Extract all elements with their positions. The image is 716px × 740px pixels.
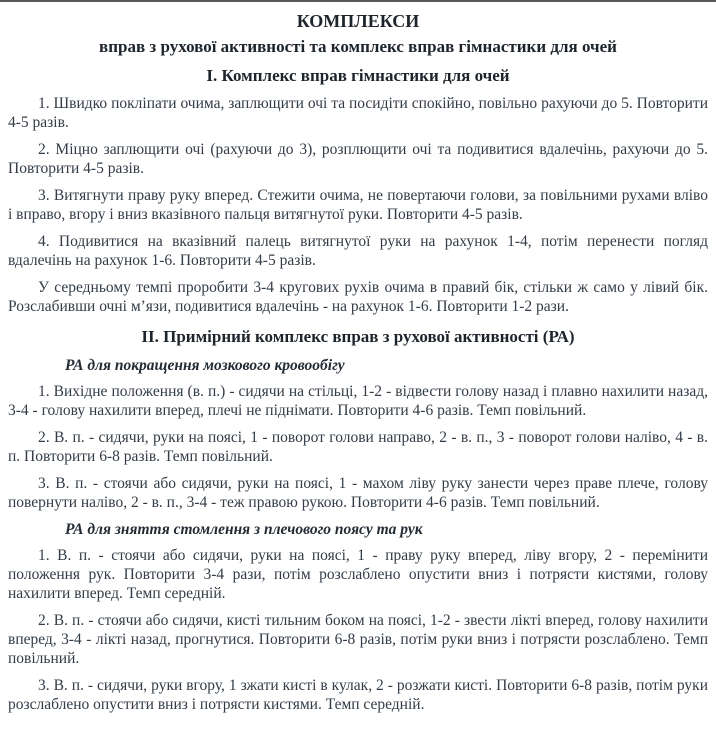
paragraph: 3. В. п. - сидячи, руки вгору, 1 зжати кисті в кулак, 2 - розжати кисті. Повторити 6-8 разів, потім руки розслаблено опустити вниз і потрясти кистями. Темп середній. xyxy=(8,677,708,713)
paragraph: 2. В. п. - стоячи або сидячи, кисті тильним боком на поясі, 1-2 - звести лікті вперед, голову нахилити вперед, 3-4 - лікті назад, прогнутися. Повторити 6-8 разів, потім руки вниз і потрясти розслаблено. Темп повільний. xyxy=(8,612,708,667)
section-i-heading: I. Комплекс вправ гімнастики для очей xyxy=(206,66,510,85)
doc-title: КОМПЛЕКСИ xyxy=(296,11,420,31)
doc-subtitle: вправ з рухової активності та комплекс вправ гімнастики для очей xyxy=(99,37,617,56)
paragraph: 3. Витягнути праву руку вперед. Стежити очима, не повертаючи голови, за повільними рухами вліво і вправо, вгору і вниз вказівного пальця витягнутої руки. Повторити 4-5 разів. xyxy=(8,187,708,223)
paragraph: 1. Вихідне положення (в. п.) - сидячи на стільці, 1-2 - відвести голову назад і плавно нахилити назад, 3-4 - голову нахилити вперед, плечі не піднімати. Повторити 4-6 разів. Темп повільний. xyxy=(8,383,708,419)
subsection-heading-shoulder-fatigue: РА для зняття стомлення з плечового поясу та рук xyxy=(65,521,423,538)
paragraph: 1. Швидко покліпати очима, заплющити очі та посидіти спокійно, повільно рахуючи до 5. Повторити 4-5 разів. xyxy=(8,95,708,131)
subsection-heading-brain-circulation: РА для покращення мозкового кровообігу xyxy=(65,357,345,374)
paragraph: 2. В. п. - сидячи, руки на поясі, 1 - поворот голови направо, 2 - в. п., 3 - поворот голови наліво, 4 - в. п. Повторити 6-8 разів. Темп повільний. xyxy=(8,429,708,465)
paragraph: 3. В. п. - стоячи або сидячи, руки на поясі, 1 - махом ліву руку занести через праве плече, голову повернути наліво, 2 - в. п., 3-4 - теж правою рукою. Повторити 4-6 разів. Темп повільний. xyxy=(8,475,708,511)
paragraph: 1. В. п. - стоячи або сидячи, руки на поясі, 1 - праву руку вперед, ліву вгору, 2 - перемінити положення рук. Повторити 3-4 рази, потім розслаблено опустити вниз і потрясти кистями, голову нахилити вперед. Темп середній. xyxy=(8,547,708,602)
paragraph: У середньому темпі проробити 3-4 кругових рухів очима в правий бік, стільки ж само у лівий бік. Розслабивши очні м’язи, подивитися вдалечінь - на рахунок 1-6. Повторити 1-2 рази. xyxy=(8,279,708,315)
section-ii-heading: II. Примірний комплекс вправ з рухової активності (РА) xyxy=(141,327,575,346)
paragraph: 2. Міцно заплющити очі (рахуючи до 3), розплющити очі та подивитися вдалечінь, рахуючи до 5. Повторити 4-5 разів. xyxy=(8,141,708,177)
paragraph: 4. Подивитися на вказівний палець витягнутої руки на рахунок 1-4, потім перенести погляд вдалечінь на рахунок 1-6. Повторити 4-5 разів. xyxy=(8,233,708,269)
